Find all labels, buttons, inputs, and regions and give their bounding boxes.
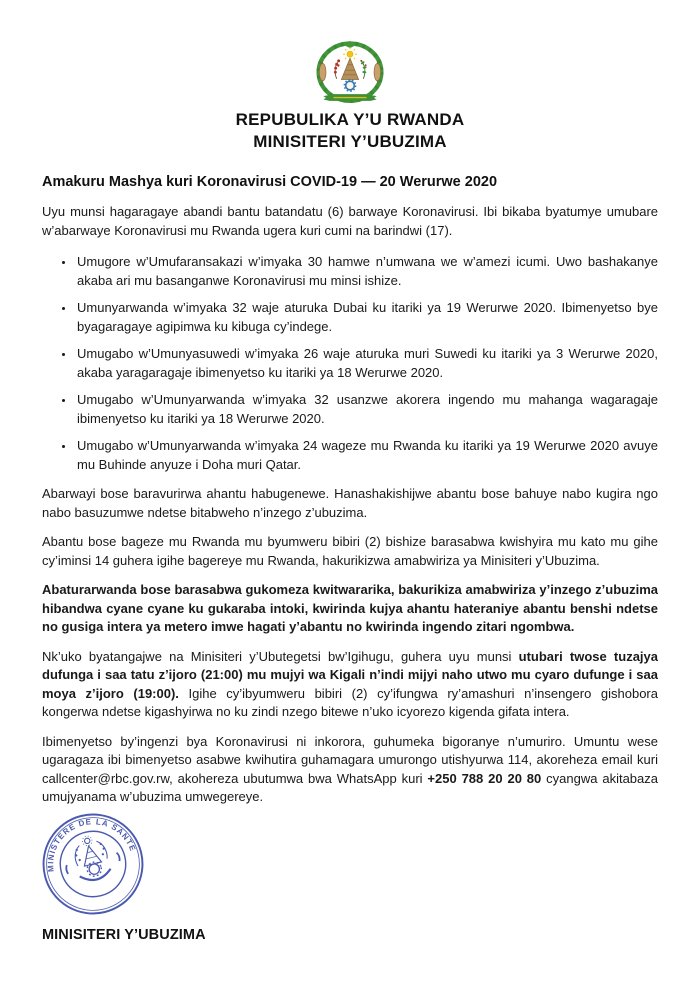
treatment-paragraph — [42, 485, 658, 522]
text-segment: Abantu bose bageze mu Rwanda mu byumweru bibiri (2) bishize barasabwa kwishyira mu kato mu gihe cy’iminsi 14 guhera igihe bagereye mu Rwanda, hakurikizwa amabwiriza ya Minisiteri y’Ubuzima. — [42, 534, 658, 568]
prevention-paragraph — [42, 581, 658, 637]
ministry-stamp-seal — [40, 811, 146, 917]
case-bullet-item: • Umugabo w’Umunyarwanda w’imyaka 32 usanzwe akorera ingendo mu mahanga wagaragaje ibimenyetso ku itariki ya 18 Werurwe 2020. — [75, 391, 658, 428]
text-segment: Uyu munsi hagaragaye abandi bantu batandatu (6) barwaye Koronavirusi. Ibi bikaba byatumye umubare w’abarwaye Koronavirusi mu Rwanda ugera kuri cumi na barindwi (17). — [42, 204, 658, 238]
curfew-paragraph — [42, 648, 658, 722]
signature-ministry: MINISITERI Y’UBUZIMA — [42, 927, 206, 943]
stamp-arc-text: MINISTERE DE LA SANTE — [46, 817, 138, 873]
text-segment: +250 788 20 20 80 — [427, 770, 542, 786]
text-segment: Abaturarwanda bose barasabwa gukomeza kwitwararika, bakurikiza amabwiriza y’inzego z’ubuzima hibandwa cyane cyane ku gukaraba intoki, kwirinda kujya ahantu hateraniye abantu benshi ndetse no gusiga intera ya metero imwe hagati y’abantu no kwirinda ingendo zitari ngombwa. — [42, 582, 658, 634]
case-bullet-item: • Umugore w’Umufaransakazi w’imyaka 30 hamwe n’umwana we w’amezi icumi. Uwo bashakanye akaba ari mu basanganwe Koronavirusi mu minsi ishize. — [75, 253, 658, 290]
republic-title: REPUBULIKA Y’U RWANDA — [235, 110, 465, 129]
page-title: Amakuru Mashya kuri Koronavirusi COVID-19 — 20 Werurwe 2020 — [42, 174, 498, 190]
text-segment: Nk’uko byatangajwe na Minisiteri y’Ubutegetsi bw’Igihugu, guhera uyu munsi — [42, 648, 519, 664]
case-bullet-item: • Umugabo w’Umunyasuwedi w’imyaka 26 waje aturuka muri Suwedi ku itariki ya 3 Werurwe 2020, akaba yaragaragaje ibimenyetso ku itariki ya 18 Werurwe 2020. — [75, 345, 658, 382]
text-segment: Igihe cy’ibyumweru bibiri (2) cy’ifungwa ry’amashuri n’insengero gishobora kongerwa ndetse kigashyirwa no ku zindi nzego bitewe n’uko icyorezo kigenda gifata intera. — [42, 685, 658, 719]
text-segment: utubari twose tuzajya dufunga i saa tatu z’ijoro (21:00) mu mujyi wa Kigali n’indi mijyi naho utwo mu cyaro dufunge i saa moya z’ijoro (19:00). — [42, 648, 658, 701]
rwanda-coat-of-arms-logo — [306, 40, 394, 107]
intro-paragraph — [42, 203, 658, 240]
banner-ribbon — [323, 94, 376, 101]
text-segment: Ibimenyetso by’ingenzi bya Koronavirusi ni inkorora, guhumeka bigoranye n’umuriro. Umuntu wese ugaragaza ibi bimenyetso asabwe kwihutira guhamagara umurongo utishyurwa 114, akoreheza email kuri callcenter@rbc.gov.rw, akohereza ubutumwa bwa WhatsApp kuri — [42, 733, 658, 786]
text-segment: cyangwa akitabaza umujyanama w’ubuzima umwegereye. — [42, 770, 658, 804]
text-segment: Abarwayi bose baravurirwa ahantu habugenewe. Hanashakishijwe abantu bose bahuye nabo kugira ngo nabo basuzumwe ndetse bitabweho n’inzego z’ubuzima. — [42, 486, 658, 520]
case-bullet-item: • Umugabo w’Umunyarwanda w’imyaka 24 wageze mu Rwanda ku itariki ya 19 Werurwe 2020 avuye mu Buhinde anyuze i Doha muri Qatar. — [75, 437, 658, 474]
case-bullet-item: • Umunyarwanda w’imyaka 32 waje aturuka Dubai ku itariki ya 19 Werurwe 2020. Ibimenyetso bye byagaragaye agipimwa ku kibuga cy’indege. — [75, 299, 658, 336]
ministry-title: MINISITERI Y’UBUZIMA — [253, 132, 447, 151]
symptoms-contact-paragraph — [42, 733, 658, 807]
quarantine-paragraph — [42, 533, 658, 570]
document-body — [42, 173, 658, 807]
case-bullet-list — [42, 253, 658, 474]
